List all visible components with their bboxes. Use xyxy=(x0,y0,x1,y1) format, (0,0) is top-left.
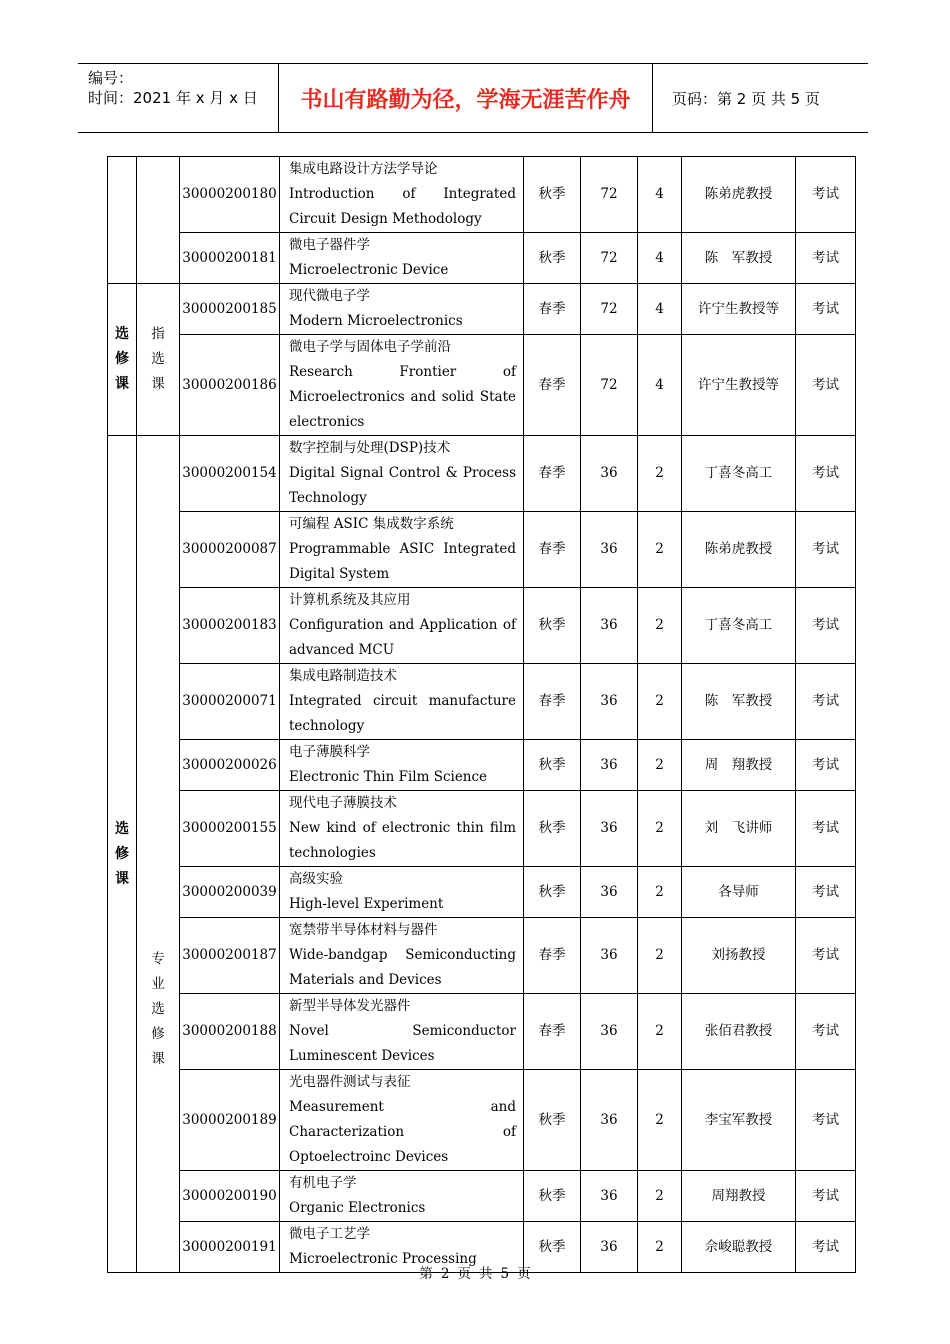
course-name xyxy=(280,512,524,588)
course-hours: 36 xyxy=(581,867,638,918)
table-row xyxy=(108,284,856,335)
course-name-cn: 微电子学与固体电子学前沿 xyxy=(289,339,451,355)
course-code: 30000200154 xyxy=(180,436,280,512)
header-page-info: 页码：第 2 页 共 5 页 xyxy=(672,89,820,108)
course-credits: 2 xyxy=(638,740,682,791)
course-hours: 36 xyxy=(581,512,638,588)
course-name-cn: 计算机系统及其应用 xyxy=(289,592,411,608)
course-credits: 2 xyxy=(638,588,682,664)
course-name-en: Digital Signal Control & Process Technology xyxy=(289,465,516,506)
table-row xyxy=(108,740,856,791)
course-credits: 2 xyxy=(638,436,682,512)
course-name-cn: 微电子工艺学 xyxy=(289,1226,370,1242)
course-exam: 考试 xyxy=(796,994,856,1070)
course-exam: 考试 xyxy=(796,233,856,284)
course-teacher: 刘 飞讲师 xyxy=(682,791,796,867)
course-name-en: Organic Electronics xyxy=(289,1200,426,1216)
course-code: 30000200186 xyxy=(180,335,280,436)
course-name-en: Introduction of Integrated Circuit Design Methodology xyxy=(289,186,516,227)
course-season: 秋季 xyxy=(524,867,581,918)
course-name xyxy=(280,664,524,740)
time-label: 时间：2021 年 x 月 x 日 xyxy=(88,89,258,107)
course-name-en: Wide-bandgap Semiconducting Materials and Devices xyxy=(289,947,516,988)
course-code: 30000200180 xyxy=(180,157,280,233)
course-season: 春季 xyxy=(524,664,581,740)
course-code: 30000200188 xyxy=(180,994,280,1070)
course-name-en: New kind of electronic thin film technologies xyxy=(289,820,516,861)
course-teacher: 丁喜冬高工 xyxy=(682,588,796,664)
group-label-elective: 选修课 xyxy=(108,284,137,436)
course-name-cn: 集成电路制造技术 xyxy=(289,668,397,684)
course-season: 秋季 xyxy=(524,233,581,284)
course-credits: 2 xyxy=(638,664,682,740)
course-credits: 2 xyxy=(638,1222,682,1273)
course-name-en: Configuration and Application of advanced MCU xyxy=(289,617,516,658)
table-row xyxy=(108,664,856,740)
course-name-cn: 可编程 ASIC 集成数字系统 xyxy=(289,516,454,532)
course-teacher: 周翔教授 xyxy=(682,1171,796,1222)
course-credits: 4 xyxy=(638,233,682,284)
course-teacher: 丁喜冬高工 xyxy=(682,436,796,512)
course-hours: 36 xyxy=(581,740,638,791)
course-name-cn: 现代微电子学 xyxy=(289,288,370,304)
course-credits: 2 xyxy=(638,867,682,918)
table-row xyxy=(108,994,856,1070)
course-name-en: Programmable ASIC Integrated Digital System xyxy=(289,541,516,582)
course-name xyxy=(280,233,524,284)
course-name-cn: 宽禁带半导体材料与器件 xyxy=(289,922,438,938)
course-credits: 2 xyxy=(638,791,682,867)
course-teacher: 刘扬教授 xyxy=(682,918,796,994)
course-exam: 考试 xyxy=(796,1171,856,1222)
course-name-en: Microelectronic Device xyxy=(289,262,449,278)
course-name-cn: 现代电子薄膜技术 xyxy=(289,795,397,811)
course-hours: 36 xyxy=(581,588,638,664)
course-name-en: High-level Experiment xyxy=(289,896,444,912)
course-code: 30000200183 xyxy=(180,588,280,664)
course-season: 春季 xyxy=(524,335,581,436)
course-season: 春季 xyxy=(524,436,581,512)
table-row xyxy=(108,588,856,664)
course-teacher: 陈 军教授 xyxy=(682,233,796,284)
course-exam: 考试 xyxy=(796,284,856,335)
course-season: 秋季 xyxy=(524,740,581,791)
course-hours: 36 xyxy=(581,664,638,740)
course-code: 30000200071 xyxy=(180,664,280,740)
course-exam: 考试 xyxy=(796,867,856,918)
course-hours: 72 xyxy=(581,157,638,233)
subgroup-label-designated: 指选课 xyxy=(137,284,180,436)
subgroup-cell-empty xyxy=(137,157,180,284)
table-row xyxy=(108,867,856,918)
course-name-cn: 数字控制与处理(DSP)技术 xyxy=(289,440,451,456)
course-name-cn: 电子薄膜科学 xyxy=(289,744,370,760)
course-exam: 考试 xyxy=(796,157,856,233)
course-exam: 考试 xyxy=(796,436,856,512)
course-teacher: 陈 军教授 xyxy=(682,664,796,740)
course-season: 春季 xyxy=(524,512,581,588)
subgroup-label-major-elective: 专业选修课 xyxy=(137,436,180,1273)
course-name xyxy=(280,994,524,1070)
course-hours: 36 xyxy=(581,1171,638,1222)
course-season: 春季 xyxy=(524,994,581,1070)
group-label-elective-main: 选修课 xyxy=(108,436,137,1273)
course-exam: 考试 xyxy=(796,918,856,994)
table-row xyxy=(108,791,856,867)
course-name-en: Measurement and Characterization of Optoelectroinc Devices xyxy=(289,1099,516,1165)
course-name-cn: 光电器件测试与表征 xyxy=(289,1074,411,1090)
course-teacher: 佘峻聪教授 xyxy=(682,1222,796,1273)
course-code: 30000200189 xyxy=(180,1070,280,1171)
page-footer: 第 2 页 共 5 页 xyxy=(419,1266,531,1282)
course-season: 秋季 xyxy=(524,157,581,233)
course-name xyxy=(280,1070,524,1171)
course-hours: 36 xyxy=(581,1222,638,1273)
course-hours: 36 xyxy=(581,436,638,512)
course-teacher: 陈弟虎教授 xyxy=(682,512,796,588)
course-hours: 72 xyxy=(581,284,638,335)
course-name-cn: 集成电路设计方法学导论 xyxy=(289,161,438,177)
course-code: 30000200185 xyxy=(180,284,280,335)
course-code: 30000200191 xyxy=(180,1222,280,1273)
course-name xyxy=(280,1171,524,1222)
course-season: 秋季 xyxy=(524,1171,581,1222)
footer-page-number: 2 xyxy=(440,1266,450,1282)
course-name xyxy=(280,791,524,867)
course-name-en: Electronic Thin Film Science xyxy=(289,769,488,785)
course-teacher: 许宁生教授等 xyxy=(682,284,796,335)
serial-label: 编号： xyxy=(88,69,134,87)
course-exam: 考试 xyxy=(796,1070,856,1171)
course-hours: 36 xyxy=(581,791,638,867)
course-hours: 36 xyxy=(581,1070,638,1171)
course-hours: 36 xyxy=(581,994,638,1070)
table-row xyxy=(108,918,856,994)
course-code: 30000200155 xyxy=(180,791,280,867)
course-name-en: Integrated circuit manufacture technology xyxy=(289,693,516,734)
course-name xyxy=(280,740,524,791)
course-teacher: 周 翔教授 xyxy=(682,740,796,791)
table-row xyxy=(108,335,856,436)
course-code: 30000200187 xyxy=(180,918,280,994)
course-name xyxy=(280,157,524,233)
course-exam: 考试 xyxy=(796,740,856,791)
course-credits: 2 xyxy=(638,512,682,588)
course-teacher: 陈弟虎教授 xyxy=(682,157,796,233)
course-season: 秋季 xyxy=(524,791,581,867)
course-name-en: Modern Microelectronics xyxy=(289,313,463,329)
course-name xyxy=(280,284,524,335)
course-exam: 考试 xyxy=(796,588,856,664)
course-table xyxy=(107,156,856,1273)
group-cell-empty xyxy=(108,157,137,284)
course-teacher: 李宝军教授 xyxy=(682,1070,796,1171)
course-exam: 考试 xyxy=(796,335,856,436)
course-name xyxy=(280,436,524,512)
course-season: 春季 xyxy=(524,284,581,335)
course-name-en: Research Frontier of Microelectronics and solid State electronics xyxy=(289,364,516,430)
course-hours: 72 xyxy=(581,335,638,436)
course-credits: 4 xyxy=(638,335,682,436)
table-row xyxy=(108,233,856,284)
course-code: 30000200190 xyxy=(180,1171,280,1222)
table-row xyxy=(108,512,856,588)
course-teacher: 张佰君教授 xyxy=(682,994,796,1070)
course-teacher: 许宁生教授等 xyxy=(682,335,796,436)
course-credits: 2 xyxy=(638,1171,682,1222)
course-credits: 2 xyxy=(638,918,682,994)
table-row xyxy=(108,157,856,233)
course-season: 秋季 xyxy=(524,1222,581,1273)
course-teacher: 各导师 xyxy=(682,867,796,918)
course-credits: 2 xyxy=(638,994,682,1070)
page-header xyxy=(78,63,868,133)
course-name xyxy=(280,588,524,664)
course-exam: 考试 xyxy=(796,664,856,740)
course-exam: 考试 xyxy=(796,512,856,588)
course-name-en: Microelectronic Processing xyxy=(289,1251,477,1267)
course-hours: 72 xyxy=(581,233,638,284)
course-name xyxy=(280,335,524,436)
course-code: 30000200039 xyxy=(180,867,280,918)
course-code: 30000200087 xyxy=(180,512,280,588)
course-hours: 36 xyxy=(581,918,638,994)
course-season: 秋季 xyxy=(524,588,581,664)
course-credits: 4 xyxy=(638,284,682,335)
header-divider xyxy=(652,64,653,132)
header-motto: 书山有路勤为径，学海无涯苦作舟 xyxy=(300,87,631,113)
course-season: 秋季 xyxy=(524,1070,581,1171)
course-code: 30000200181 xyxy=(180,233,280,284)
course-code: 30000200026 xyxy=(180,740,280,791)
table-row xyxy=(108,1070,856,1171)
table-row xyxy=(108,1171,856,1222)
course-name-cn: 新型半导体发光器件 xyxy=(289,998,411,1014)
course-name-cn: 高级实验 xyxy=(289,871,343,887)
course-name-cn: 微电子器件学 xyxy=(289,237,370,253)
course-credits: 2 xyxy=(638,1070,682,1171)
course-season: 春季 xyxy=(524,918,581,994)
course-name xyxy=(280,918,524,994)
table-row xyxy=(108,436,856,512)
course-name-cn: 有机电子学 xyxy=(289,1175,357,1191)
footer-total-pages: 5 xyxy=(500,1266,510,1282)
course-name xyxy=(280,867,524,918)
header-meta xyxy=(78,64,278,132)
course-credits: 4 xyxy=(638,157,682,233)
course-exam: 考试 xyxy=(796,791,856,867)
course-exam: 考试 xyxy=(796,1222,856,1273)
course-name-en: Novel Semiconductor Luminescent Devices xyxy=(289,1023,516,1064)
